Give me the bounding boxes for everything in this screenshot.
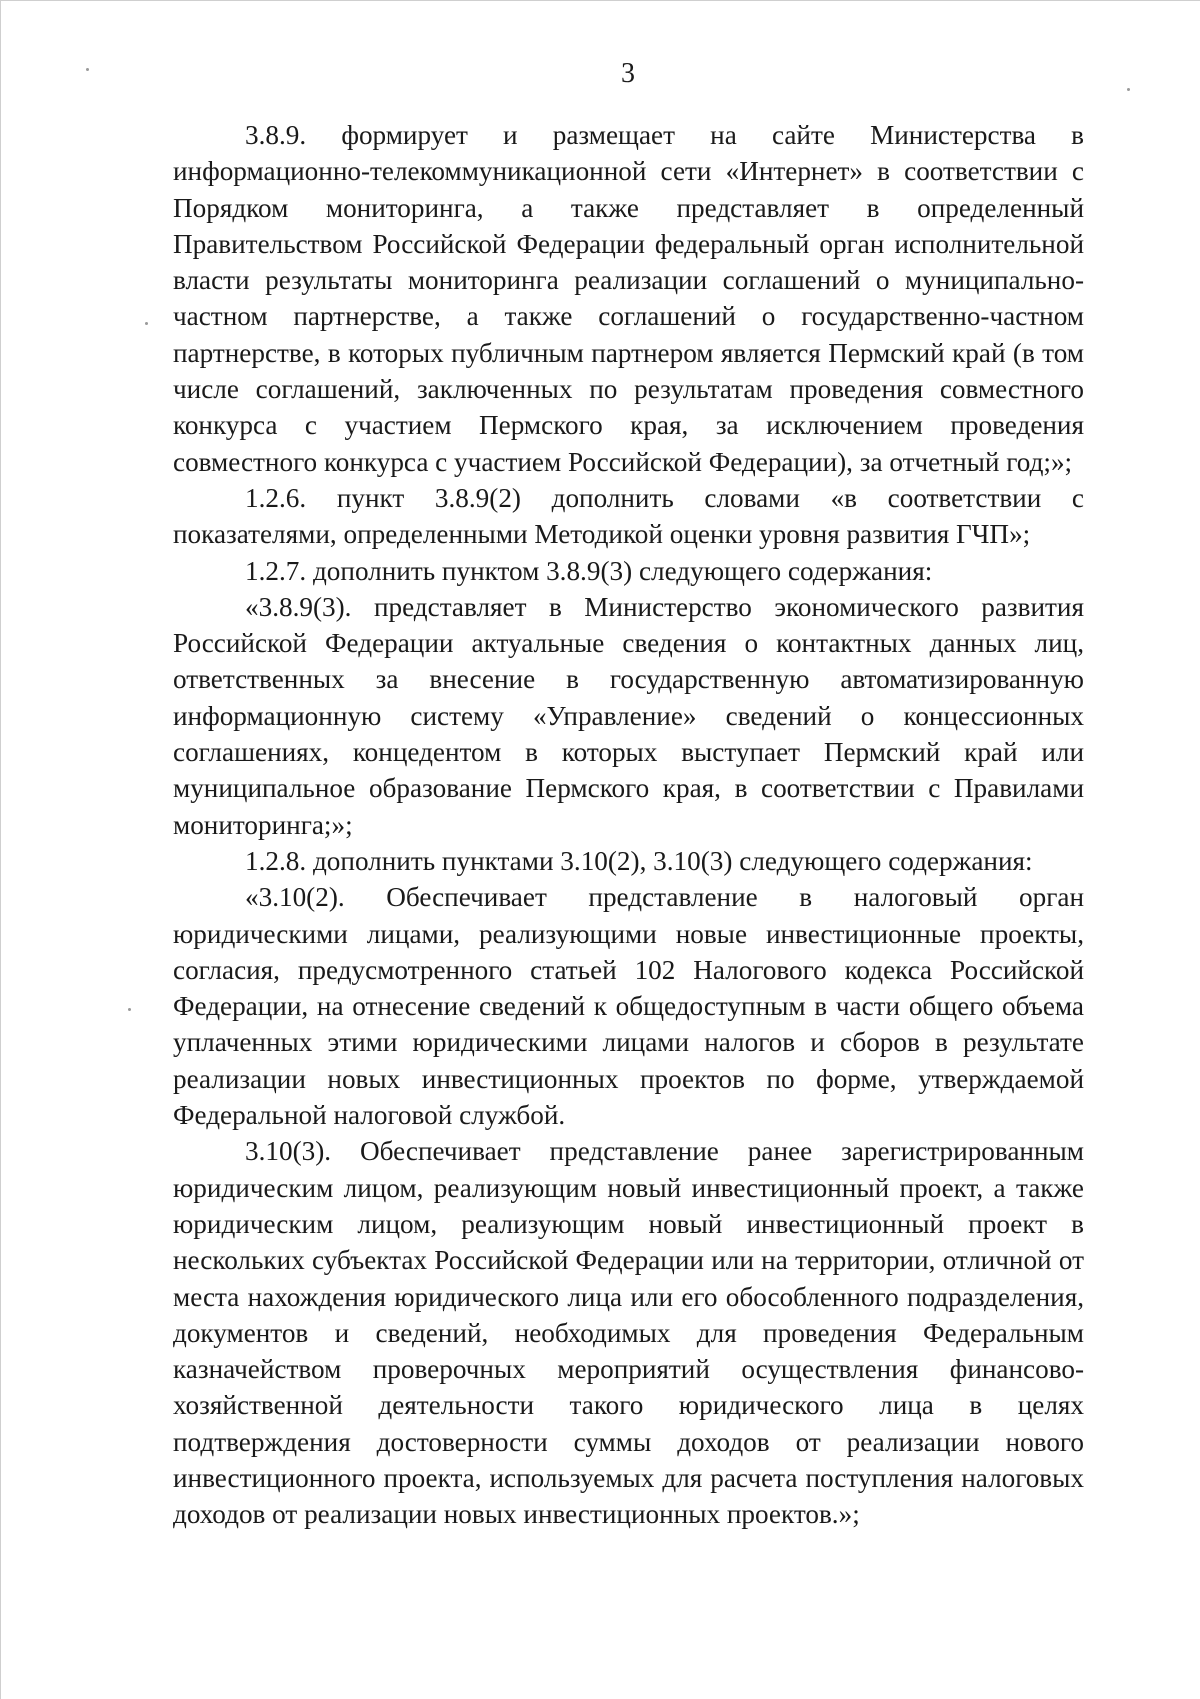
paragraph-1-2-8: 1.2.8. дополнить пунктами 3.10(2), 3.10(3) следующего содержания: (245, 845, 1033, 876)
scan-edge-left (0, 0, 1, 1699)
document-body (173, 117, 1084, 1533)
paragraph-3-8-9-3: «3.8.9(3). представляет в Министерство экономического развития Российской Федерации актуальные сведения о контактных данных лиц, ответственных за внесение в государственную автоматизированную информационную систему «Управление» сведений о концессионных соглашениях, концедентом в которых выступает Пермский край или муниципальное образование Пермского края, в соответствии с Правилами мониторинга;»; (173, 591, 1084, 840)
page-number: 3 (621, 58, 635, 89)
paragraph-3-10-2: «3.10(2). Обеспечивает представление в налоговый орган юридическими лицами, реализующими новые инвестиционные проекты, согласия, предусмотренного статьей 102 Налогового кодекса Российской Федерации, на отнесение сведений к общедоступным в части общего объема уплаченных этими юридическими лицами налогов и сборов в результате реализации новых инвестиционных проектов по форме, утверждаемой Федеральной налоговой службой. (173, 882, 1084, 1131)
paragraph-1-2-6: 1.2.6. пункт 3.8.9(2) дополнить словами «в соответствии с показателями, определенными Методикой оценки уровня развития ГЧП»; (173, 482, 1084, 550)
scan-speck (128, 1008, 131, 1011)
paragraph-1-2-7: 1.2.7. дополнить пунктом 3.8.9(3) следующего содержания: (245, 555, 933, 586)
paragraph-3-10-3: 3.10(3). Обеспечивает представление ранее зарегистрированным юридическим лицом, реализующим новый инвестиционный проект, а также юридическим лицом, реализующим новый инвестиционный проект в нескольких субъектах Российской Федерации или на территории, отличной от места нахождения юридического лица или его обособленного подразделения, документов и сведений, необходимых для проведения Федеральным казначейством проверочных мероприятий осуществления финансово-хозяйственной деятельности такого юридического лица в целях подтверждения достоверности суммы доходов от реализации нового инвестиционного проекта, используемых для расчета поступления налоговых доходов от реализации новых инвестиционных проектов.»; (173, 1136, 1084, 1530)
scan-speck (145, 322, 148, 325)
scan-edge-top (0, 0, 1200, 1)
paragraph-3-8-9: 3.8.9. формирует и размещает на сайте Министерства в информационно-телекоммуникационной сети «Интернет» в соответствии с Порядком мониторинга, а также представляет в определенный Правительством Российской Федерации федеральный орган исполнительной власти результаты мониторинга реализации соглашений о муниципально-частном партнерстве, а также соглашений о государственно-частном партнерстве, в которых публичным партнером является Пермский край (в том числе соглашений, заключенных по результатам проведения совместного конкурса с участием Пермского края, за исключением проведения совместного конкурса с участием Российской Федерации), за отчетный год;»; (173, 120, 1084, 477)
